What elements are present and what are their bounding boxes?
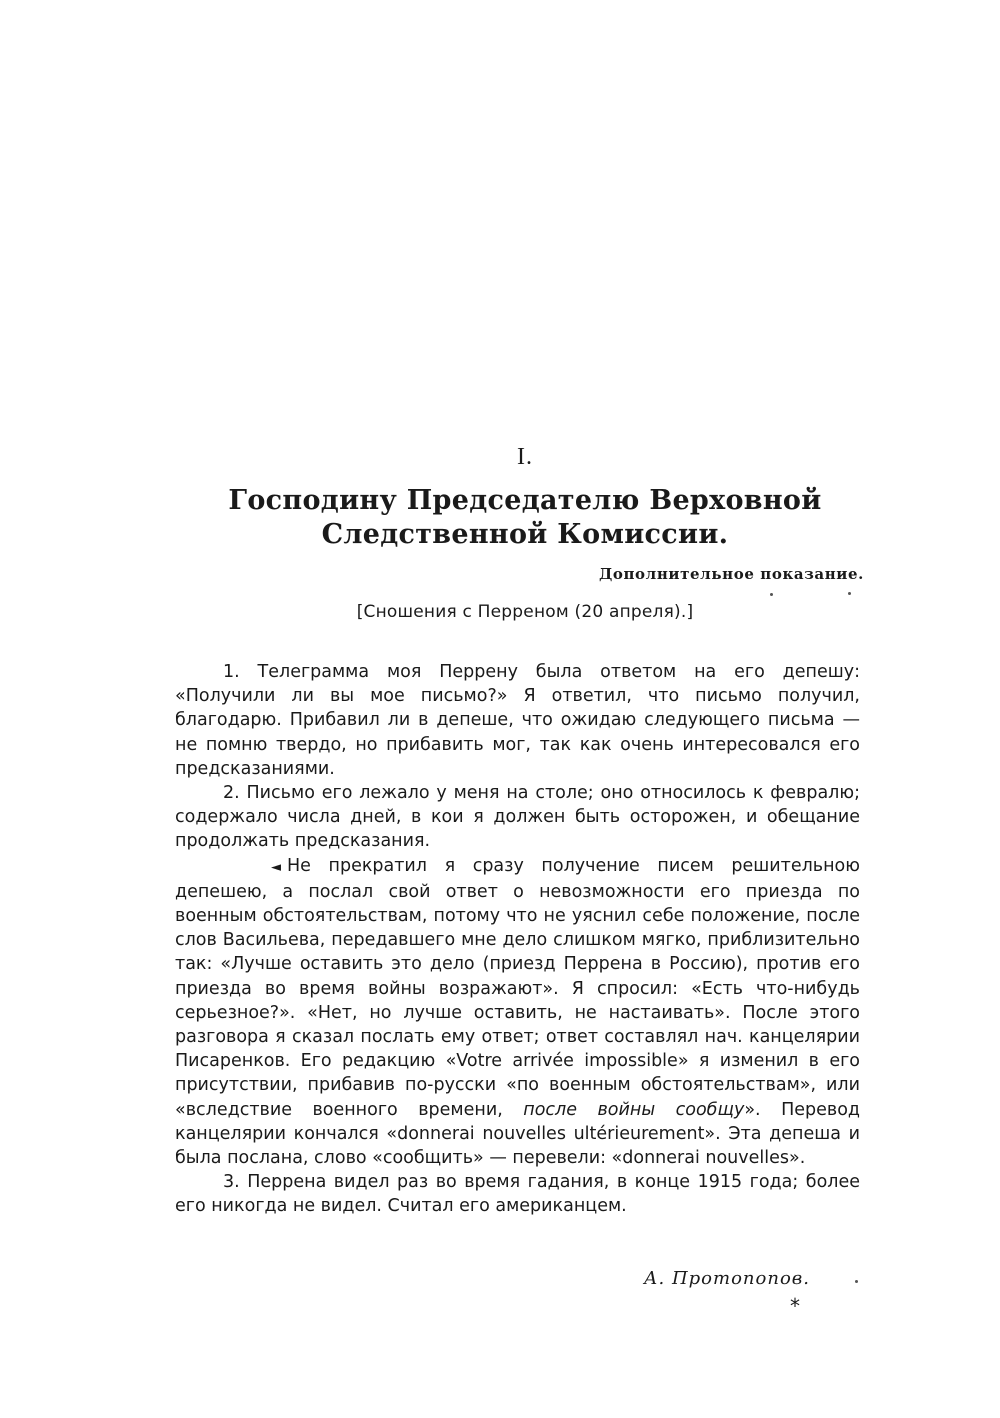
paragraph-1: 1. Телеграмма моя Перрену была ответом на его депешу: «Получили ли вы мое письмо?» Я ответил, что письмо получил, благодарю. Прибавил ли в депеше, что ожидаю следующего письма — не помню твердо, но прибавить мог, так как очень интересовался его предсказаниями.: [175, 662, 860, 779]
document-subtitle: Дополнительное показание.: [598, 565, 864, 583]
section-number: I.: [517, 444, 533, 470]
scan-speck: [770, 593, 773, 596]
title-line-2: Следственной Комиссии.: [321, 519, 729, 550]
bracket-note: [Сношения с Перреном (20 апреля).]: [356, 602, 694, 622]
scan-speck: [855, 1280, 858, 1283]
title-line-1: Господину Председателю Верховной: [228, 485, 822, 516]
paragraph-3: [175, 854, 860, 1171]
body-text: [175, 660, 860, 1219]
paragraph-marker-icon: ◄: [271, 859, 281, 875]
paragraph-3-italic: после войны сообщу: [523, 1099, 745, 1120]
paragraph-3-text-a: Не прекратил я сразу получение писем решительною депешею, а послал свой ответ о невозможности его приезда по военным обстоятельствам, потому что не уяснил себе положение, после слов Васильева, передавшего мне дело слишком мягко, приблизительно так: «Лучше оставить это дело (приезд Перрена в Россию), против его приезда во время войны возражают». Я спросил: «Есть что-нибудь серьезное?». «Нет, но лучше оставить, не настаивать». После этого разговора я сказал послать ему ответ; ответ составлял нач. канцелярии Писаренков. Его редакцию «Votre arrivée impossible» я изменил в его присутствии, прибавив по-русски «по военным обстоятельствам», или «вследствие военного времени,: [175, 855, 860, 1120]
paragraph-3-text-b: ». Перевод канцелярии кончался «donnerai nouvelles ultérieurement». Эта депеша и была послана, слово «сообщить» — перевели: «donnerai nouvelles».: [175, 1099, 860, 1169]
document-title: [160, 484, 890, 552]
paragraph-2: 2. Письмо его лежало у меня на столе; оно относилось к февралю; содержало числа дней, в кои я должен быть осторожен, и обещание продолжать предсказания.: [175, 783, 860, 852]
end-mark: *: [790, 1294, 800, 1318]
scan-speck: [848, 592, 851, 595]
signature: А. Протопопов.: [643, 1268, 810, 1289]
paragraph-4: 3. Перрена видел раз во время гадания, в конце 1915 года; более его никогда не видел. Считал его американцем.: [175, 1172, 860, 1217]
